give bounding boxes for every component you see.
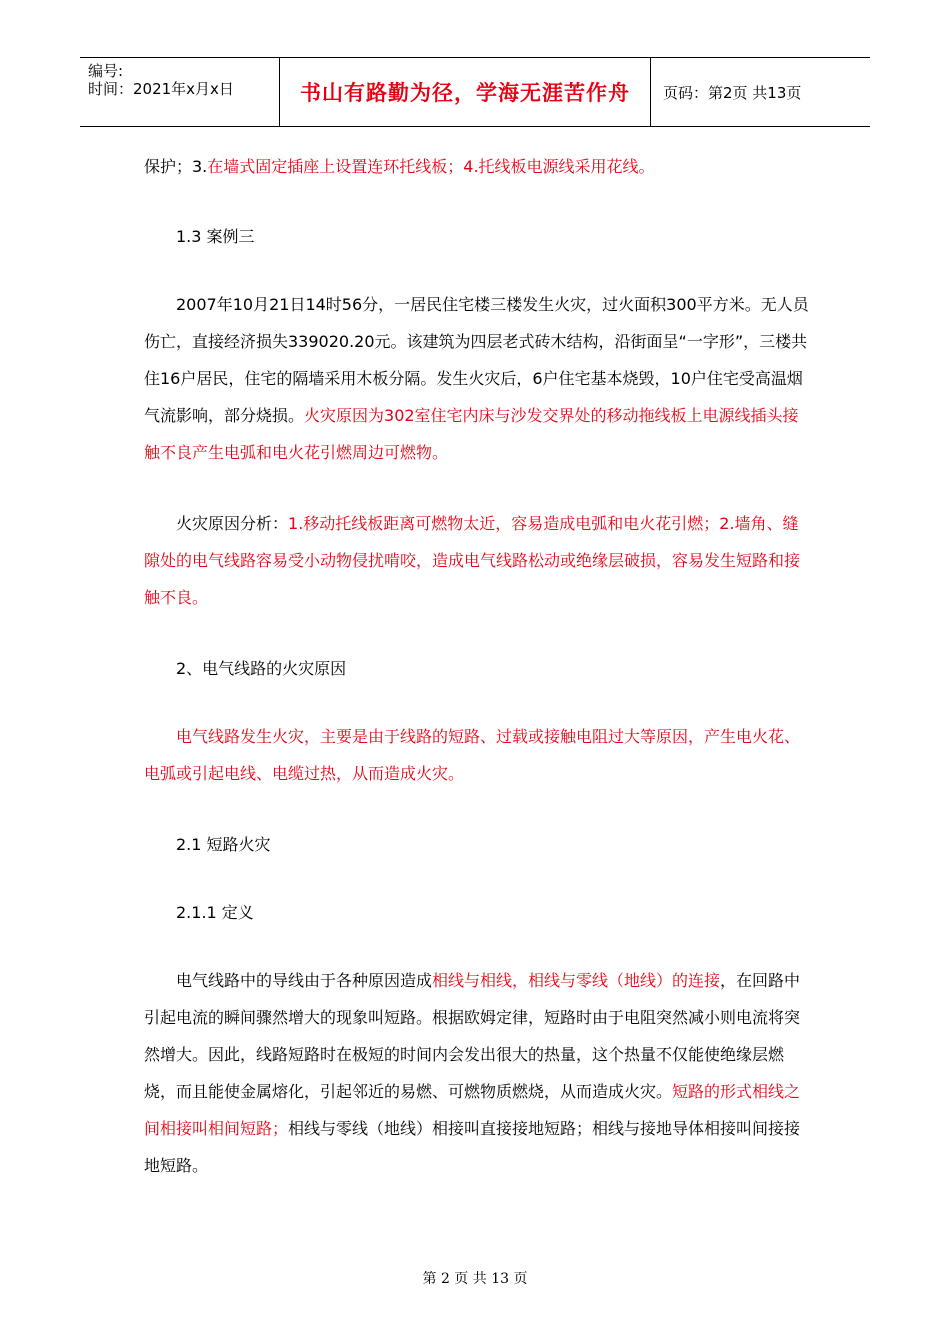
paragraph-short-circuit-definition: 电气线路中的导线由于各种原因造成相线与相线，相线与零线（地线）的连接，在回路中引起电流的瞬间骤然增大的现象叫短路。根据欧姆定律，短路时由于电阻突然减小则电流将突然增大。因此，线路短路时在极短的时间内会发出很大的热量，这个热量不仅能使绝缘层燃烧，而且能使金属熔化，引起邻近的易燃、可燃物质燃烧，从而造成火灾。短路的形式相线之间相接叫相间短路；相线与零线（地线）相接叫直接接地短路；相线与接地导体相接叫间接接地短路。 [144,971,801,1175]
serial-number-label: 编号: [88,62,124,80]
heading-section-2: 2、电气线路的火灾原因 [176,659,347,678]
page-header [80,57,870,127]
highlight-text: 在墙式固定插座上设置连环托线板；4.托线板电源线采用花线。 [207,157,655,176]
header-meta [80,58,280,126]
highlight-text: 火灾原因为302室住宅内床与沙发交界处的移动拖线板上电源线插头接触不良产生电弧和电火花引燃周边可燃物。 [144,406,799,462]
date-label: 时间：2021年x月x日 [88,80,234,98]
paragraph-cause-analysis: 火灾原因分析：1.移动托线板距离可燃物太近，容易造成电弧和电火花引燃；2.墙角、缝隙处的电气线路容易受小动物侵扰啃咬，造成电气线路松动或绝缘层破损，容易发生短路和接触不良。 [144,514,801,607]
paragraph-section-2-intro: 电气线路发生火灾，主要是由于线路的短路、过载或接触电阻过大等原因，产生电火花、电弧或引起电线、电缆过热，从而造成火灾。 [144,727,801,783]
highlight-text: 相线与相线，相线与零线（地线）的连接 [432,971,721,990]
paragraph-protection: 保护；3.在墙式固定插座上设置连环托线板；4.托线板电源线采用花线。 [144,157,655,176]
heading-case-three: 1.3 案例三 [176,227,255,246]
paragraph-case-description: 2007年10月21日14时56分，一居民住宅楼三楼发生火灾，过火面积300平方米。无人员伤亡，直接经济损失339020.20元。该建筑为四层老式砖木结构，沿街面呈“一字形”，三楼共住16户居民，住宅的隔墙采用木板分隔。发生火灾后，6户住宅基本烧毁，10户住宅受高温烟气流影响，部分烧损。火灾原因为302室住宅内床与沙发交界处的移动拖线板上电源线插头接触不良产生电弧和电火花引燃周边可燃物。 [144,295,809,462]
highlight-text: 短路的形式相线之间相接叫相间短路； [144,1082,801,1138]
header-motto: 书山有路勤为径，学海无涯苦作舟 [280,58,651,126]
page-footer: 第 2 页 共 13 页 [422,1271,528,1287]
heading-section-2-1: 2.1 短路火灾 [176,835,271,854]
highlight-text: 1.移动托线板距离可燃物太近，容易造成电弧和电火花引燃；2.墙角、缝隙处的电气线路容易受小动物侵扰啃咬，造成电气线路松动或绝缘层破损，容易发生短路和接触不良。 [144,514,801,607]
heading-section-2-1-1: 2.1.1 定义 [176,903,254,922]
header-page-info: 页码：第2页 共13页 [663,83,802,102]
